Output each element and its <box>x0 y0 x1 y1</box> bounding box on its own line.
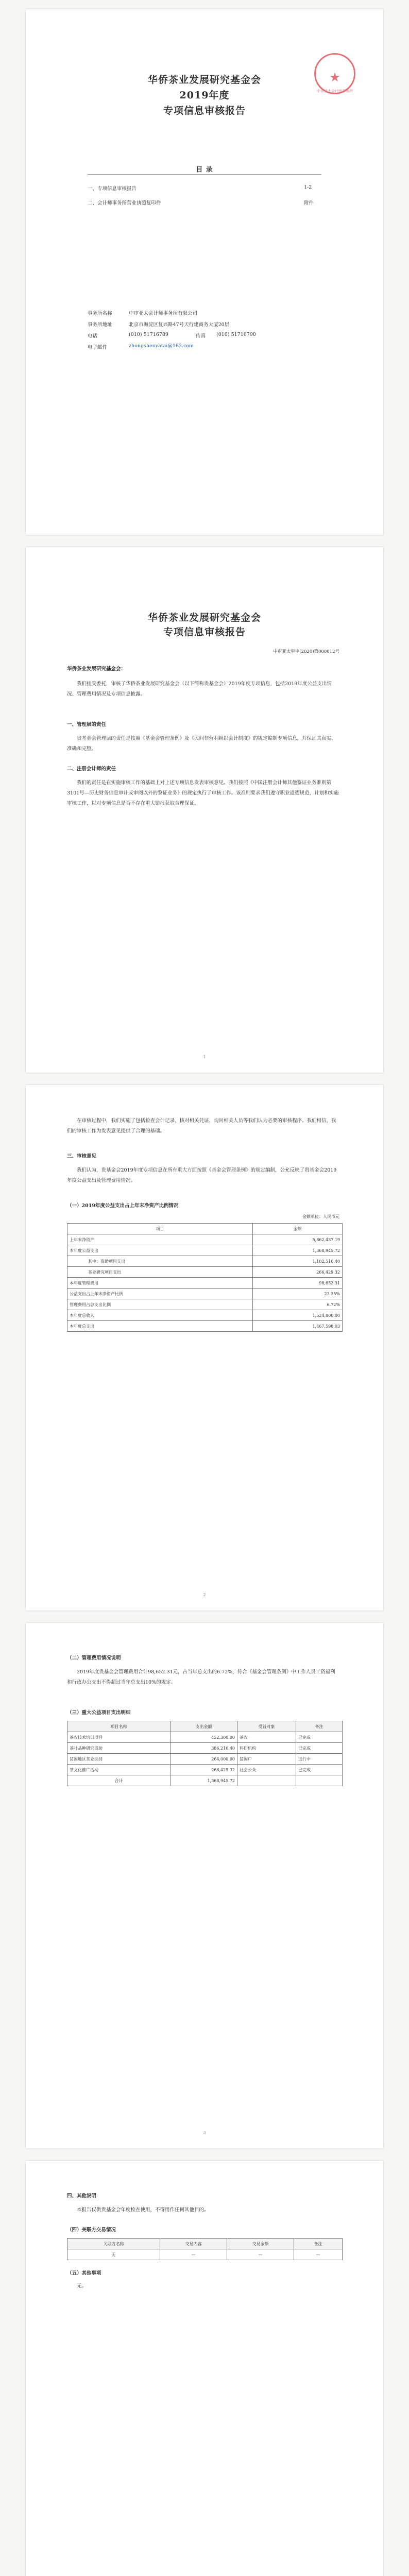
page-number: 1 <box>203 1055 206 1059</box>
intro-paragraph: 我们接受委托，审核了华侨茶业发展研究基金会（以下简称贵基金会）2019年度专项信息，包括2019年度公益支出情况、管理费用情况及专项信息披露。 <box>67 681 332 697</box>
subsection-other-matters: （五）其他事项 <box>67 2270 101 2276</box>
page-number: 3 <box>203 2130 206 2135</box>
table-row <box>67 1234 343 1245</box>
table-cell: 23.35% <box>253 1289 343 1299</box>
page-number: 2 <box>203 1592 206 1597</box>
table-cell: 1,467,598.03 <box>253 1321 343 1332</box>
table-header-cell: 项目 <box>67 1224 253 1234</box>
table-cell: 1,102,516.40 <box>253 1256 343 1267</box>
management-paragraph: 贵基金会管理层的责任是按照《基金会管理条例》及《民间非营利组织会计制度》的规定编制专项信息，并保证其真实、准确和完整。 <box>67 736 336 752</box>
table-row <box>67 1299 343 1310</box>
table-cell: 科研机构 <box>237 1743 296 1754</box>
fax-label: 传真 <box>196 333 206 339</box>
subsection-related-party: （四）关联方交易情况 <box>67 2227 116 2233</box>
table-cell: 6.72% <box>253 1299 343 1310</box>
toc-rule <box>88 174 321 175</box>
table-row <box>67 2249 343 2260</box>
cover-title-line3: 专项信息审核报告 <box>163 105 246 116</box>
table-cell: 公益支出占上年末净资产比例 <box>67 1289 253 1299</box>
major-projects-table <box>67 1721 343 1786</box>
table-cell: 264,000.00 <box>171 1754 237 1765</box>
table-cell: 本年度总支出 <box>67 1321 253 1332</box>
table-row <box>67 1245 343 1256</box>
table-total-row <box>67 1775 343 1786</box>
table-row <box>67 1754 343 1765</box>
table-cell: 茶文化推广活动 <box>67 1765 171 1775</box>
table-header-row <box>67 1721 343 1732</box>
firm-name-label: 事务所名称 <box>88 311 112 316</box>
table-header-cell: 交易金额 <box>227 2239 294 2249</box>
table-cell: 已完成 <box>296 1743 343 1754</box>
address-value: 北京市海淀区复兴路47号天行建商务大厦20层 <box>129 322 230 328</box>
table-cell: 98,652.31 <box>253 1278 343 1289</box>
table-cell: 其中：资助项目支出 <box>67 1256 253 1267</box>
table-header-cell: 备注 <box>294 2239 343 2249</box>
table-header-cell: 备注 <box>296 1721 343 1732</box>
firm-seal-stamp: 中审亚太会计师事务所 ★ <box>314 53 355 94</box>
table-header-cell: 支出金额 <box>171 1721 237 1732</box>
table-cell: 管理费用占总支出比例 <box>67 1299 253 1310</box>
table-cell: 5,862,437.19 <box>253 1234 343 1245</box>
cover-title-line2: 2019年度 <box>179 90 230 101</box>
table-row <box>67 1256 343 1267</box>
table-cell: — <box>227 2249 294 2260</box>
section-management-responsibility: 一、管理层的责任 <box>67 722 107 727</box>
section-cpa-responsibility: 二、注册会计师的责任 <box>67 766 116 772</box>
related-party-table <box>67 2238 343 2260</box>
fax-value: (010) 51716790 <box>216 332 256 337</box>
table-cell: 386,216.40 <box>171 1743 237 1754</box>
table-header-cell: 金额 <box>253 1224 343 1234</box>
table-cell: 贫困地区茶业扶持 <box>67 1754 171 1765</box>
table-row <box>67 1765 343 1775</box>
cover-title-line1: 华侨茶业发展研究基金会 <box>147 74 261 86</box>
report-page-1 <box>26 547 383 1073</box>
report-number: 中审亚太审字(2020)第000012号 <box>273 649 339 654</box>
report-title-line2: 专项信息审核报告 <box>163 626 246 638</box>
cpa-paragraph: 我们的责任是在实施审核工作的基础上对上述专项信息发表审核意见。我们按照《中国注册会计师其他鉴证业务准则第3101号—历史财务信息审计或审阅以外的鉴证业务》的规定执行了审核工作。该准则要求我们遵守职业道德规范，计划和实施审核工作，以对专项信息是否不存在重大错报获取合理保证。 <box>67 780 339 806</box>
table-header-cell: 关联方名称 <box>67 2239 160 2249</box>
section-audit-opinion: 三、审核意见 <box>67 1154 97 1159</box>
table-row <box>67 1289 343 1299</box>
table-cell: 266,429.32 <box>171 1765 237 1775</box>
table-header-row <box>67 1224 343 1234</box>
email-value[interactable]: zhongshenyatai@163.com <box>129 343 194 349</box>
table-cell: 社会公众 <box>237 1765 296 1775</box>
opinion-paragraph: 我们认为，贵基金会2019年度专项信息在所有重大方面按照《基金会管理条例》的规定编制，公允反映了贵基金会2019年度公益支出及管理费用情况。 <box>67 1167 337 1183</box>
table-row <box>67 1743 343 1754</box>
report-title-line1: 华侨茶业发展研究基金会 <box>147 612 261 623</box>
table-row <box>67 1310 343 1321</box>
table-header-cell: 受益对象 <box>237 1721 296 1732</box>
table-cell: 266,429.32 <box>253 1267 343 1278</box>
table-caption: 金额单位：人民币元 <box>302 1214 339 1219</box>
addressee: 华侨茶业发展研究基金会： <box>67 666 126 672</box>
welfare-expense-table <box>67 1223 343 1332</box>
other-matters-text: 无。 <box>77 2283 87 2289</box>
table-cell: 无 <box>67 2249 160 2260</box>
report-page-3 <box>26 1623 383 2148</box>
toc-item-2: 二、会计师事务所营业执照复印件 <box>88 200 161 206</box>
toc-item-1-page: 1-2 <box>304 184 312 190</box>
table-cell: 1,368,945.72 <box>171 1775 237 1786</box>
procedures-paragraph: 在审核过程中，我们实施了包括检查会计记录、核对相关凭证、询问相关人员等我们认为必要的审核程序。我们相信，我们的审核工作为发表意见提供了合理的基础。 <box>67 1118 336 1134</box>
table-cell: 452,300.00 <box>171 1732 237 1743</box>
table-cell: 已完成 <box>296 1732 343 1743</box>
report-page-4 <box>26 2161 383 2576</box>
table-header-row <box>67 2239 343 2249</box>
table-cell: 本年度公益支出 <box>67 1245 253 1256</box>
subsection-major-projects: （三）重大公益项目支出明细 <box>67 1710 131 1716</box>
toc-item-2-page: 附件 <box>304 200 314 206</box>
table-cell: — <box>294 2249 343 2260</box>
table-header-cell: 交易内容 <box>160 2239 227 2249</box>
table-cell: 1,524,800.00 <box>253 1310 343 1321</box>
phone-label: 电话 <box>88 333 98 339</box>
table-cell: 上年末净资产 <box>67 1234 253 1245</box>
table-cell: — <box>160 2249 227 2260</box>
section-other-notes: 四、其他说明 <box>67 2193 97 2199</box>
subsection-admin-expense: （二）管理费用情况说明 <box>67 1655 121 1661</box>
table-header-cell: 项目名称 <box>67 1721 171 1732</box>
table-cell: 贫困户 <box>237 1754 296 1765</box>
table-cell: 茶叶品种研究资助 <box>67 1743 171 1754</box>
table-cell: 1,368,945.72 <box>253 1245 343 1256</box>
table-cell: 进行中 <box>296 1754 343 1765</box>
table-row <box>67 1267 343 1278</box>
report-page-2 <box>26 1085 383 1611</box>
toc-heading: 目 录 <box>196 166 213 174</box>
table-cell <box>237 1775 296 1786</box>
table-cell: 本年度总收入 <box>67 1310 253 1321</box>
other-notes-paragraph: 本报告仅供贵基金会年度检查使用，不得用作任何其他目的。 <box>77 2207 209 2213</box>
table-row <box>67 1732 343 1743</box>
table-cell: 合计 <box>67 1775 171 1786</box>
email-label: 电子邮件 <box>88 345 108 350</box>
toc-item-1: 一、专项信息审核报告 <box>88 186 137 192</box>
table-row <box>67 1321 343 1332</box>
firm-name-value: 中审亚太会计师事务所有限公司 <box>129 311 198 316</box>
phone-value: (010) 51716789 <box>129 332 168 337</box>
table-cell: 茶业研究项目支出 <box>67 1267 253 1278</box>
cover-page <box>26 9 383 535</box>
admin-expense-paragraph: 2019年度贵基金会管理费用合计98,652.31元，占当年总支出的6.72%，符合《基金会管理条例》中工作人员工资福利和行政办公支出不得超过当年总支出10%的规定。 <box>67 1669 335 1685</box>
table-cell <box>296 1775 343 1786</box>
address-label: 事务所地址 <box>88 322 112 328</box>
table-cell: 茶农 <box>237 1732 296 1743</box>
table-cell: 茶农技术培训项目 <box>67 1732 171 1743</box>
table-row <box>67 1278 343 1289</box>
table-cell: 已完成 <box>296 1765 343 1775</box>
table-cell: 本年度管理费用 <box>67 1278 253 1289</box>
subsection-public-welfare-ratio: （一）2019年度公益支出占上年末净资产比例情况 <box>67 1203 179 1209</box>
